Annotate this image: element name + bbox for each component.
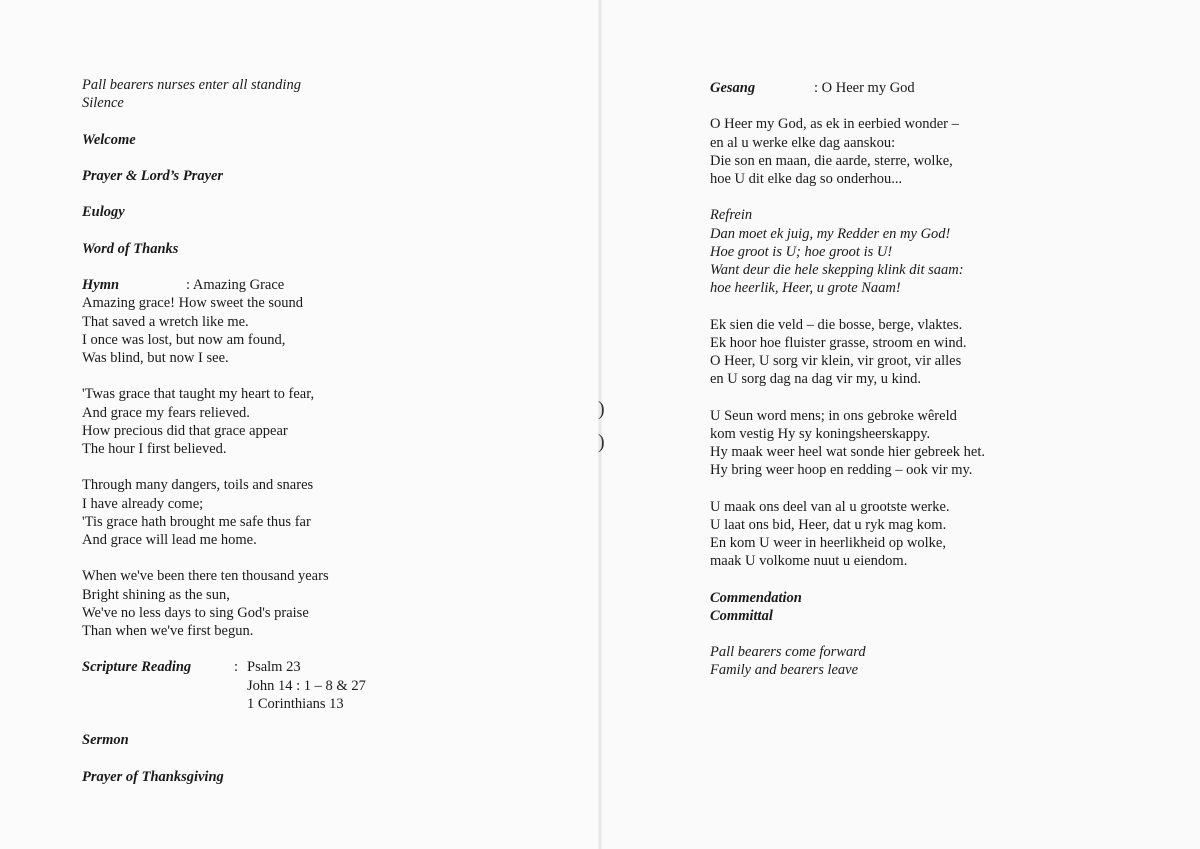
scripture-colon: : — [234, 659, 239, 676]
silence-instruction: Silence — [82, 95, 124, 112]
gesang-label: Gesang — [710, 80, 756, 96]
prayer-heading: Prayer & Lord’s Prayer — [82, 167, 224, 184]
refrain-line: hoe heerlik, Heer, u grote Naam! — [710, 280, 901, 297]
verse-line: maak U volkome nuut u eiendom. — [710, 553, 908, 570]
refrain-line: Want deur die hele skepping klink dit saam: — [710, 262, 964, 278]
prayer-of-thanksgiving-heading: Prayer of Thanksgiving — [82, 768, 224, 785]
hymn-heading — [82, 276, 562, 294]
verse-line: En kom U weer in heerlikheid op wolke, — [710, 535, 946, 551]
verse-line: en U sorg dag na dag vir my, u kind. — [710, 371, 922, 388]
verse-line: U Seun word mens; in ons gebroke wêreld — [710, 407, 957, 424]
verse-line: Through many dangers, toils and snares — [82, 477, 314, 494]
scripture-ref: John 14 : 1 – 8 & 27 — [247, 677, 366, 694]
verse-line: When we've been there ten thousand years — [82, 568, 329, 585]
opening-instruction: Pall bearers nurses enter all standing — [82, 77, 301, 93]
gesang-verse — [710, 115, 1180, 188]
page-fold — [598, 0, 602, 849]
gesang-title: : O Heer my God — [814, 80, 915, 96]
refrain-line: Dan moet ek juig, my Redder en my God! — [710, 225, 951, 242]
closing-instruction: Pall bearers come forward — [710, 644, 866, 661]
verse-line: hoe U dit elke dag so onderhou... — [710, 171, 903, 187]
verse-line: U maak ons deel van al u grootste werke. — [710, 498, 950, 515]
verse-line: Ek hoor hoe fluister grasse, stroom en wind. — [710, 334, 967, 351]
hymn-title: : Amazing Grace — [186, 277, 285, 294]
verse-line: Hy maak weer heel wat sonde hier gebreek het. — [710, 444, 985, 460]
scripture-ref: Psalm 23 — [247, 659, 301, 676]
verse-line: Bright shining as the sun, — [82, 586, 230, 603]
sermon-heading: Sermon — [82, 732, 129, 749]
scripture-refs — [247, 658, 366, 713]
closing-instruction: Family and bearers leave — [710, 662, 859, 679]
verse-line: I once was lost, but now am found, — [82, 331, 286, 348]
verse-line: Die son en maan, die aarde, sterre, wolke, — [710, 152, 953, 169]
verse-line: Was blind, but now I see. — [82, 349, 229, 366]
scripture-reading — [82, 658, 562, 713]
verse-line: We've no less days to sing God's praise — [82, 604, 309, 621]
gesang-verse — [710, 498, 1180, 571]
verse-line: And grace my fears relieved. — [82, 404, 250, 421]
committal-heading: Committal — [710, 607, 773, 624]
verse-line: Hy bring weer hoop en redding – ook vir my. — [710, 462, 973, 479]
verse-line: Amazing grace! How sweet the sound — [82, 295, 304, 312]
gesang-heading — [710, 79, 1180, 97]
verse-line: en al u werke elke dag aanskou: — [710, 134, 896, 151]
fold-mark: ) — [598, 398, 605, 420]
eulogy-heading: Eulogy — [82, 204, 125, 221]
scripture-label: Scripture Reading — [82, 659, 192, 676]
hymn-verse — [82, 294, 562, 367]
verse-line: That saved a wretch like me. — [82, 313, 249, 330]
hymn-verse — [82, 476, 562, 549]
refrain — [710, 206, 1180, 297]
verse-line: How precious did that grace appear — [82, 422, 288, 439]
order-of-service-left — [82, 76, 562, 786]
hymn-label: Hymn — [82, 277, 120, 294]
verse-line: U laat ons bid, Heer, dat u ryk mag kom. — [710, 516, 947, 533]
refrain-line: Hoe groot is U; hoe groot is U! — [710, 243, 893, 260]
order-of-service-right — [710, 79, 1180, 680]
refrain-label: Refrein — [710, 207, 753, 224]
verse-line: And grace will lead me home. — [82, 531, 257, 548]
verse-line: Ek sien die veld – die bosse, berge, vlaktes. — [710, 316, 963, 333]
verse-line: O Heer, U sorg vir klein, vir groot, vir alles — [710, 353, 962, 369]
hymn-verse — [82, 567, 562, 640]
hymn-verse — [82, 385, 562, 458]
verse-line: kom vestig Hy sy koningsheerskappy. — [710, 425, 931, 442]
commendation-heading: Commendation — [710, 589, 802, 606]
verse-line: 'Twas grace that taught my heart to fear, — [82, 386, 315, 403]
gesang-verse — [710, 316, 1180, 389]
verse-line: Than when we've first begun. — [82, 622, 254, 639]
scripture-ref: 1 Corinthians 13 — [247, 695, 344, 712]
fold-mark: ) — [598, 431, 605, 453]
verse-line: O Heer my God, as ek in eerbied wonder – — [710, 116, 959, 133]
verse-line: 'Tis grace hath brought me safe thus far — [82, 513, 311, 530]
word-of-thanks-heading: Word of Thanks — [82, 240, 179, 257]
welcome-heading: Welcome — [82, 131, 136, 148]
verse-line: The hour I first believed. — [82, 440, 227, 457]
verse-line: I have already come; — [82, 495, 204, 512]
gesang-verse — [710, 407, 1180, 480]
